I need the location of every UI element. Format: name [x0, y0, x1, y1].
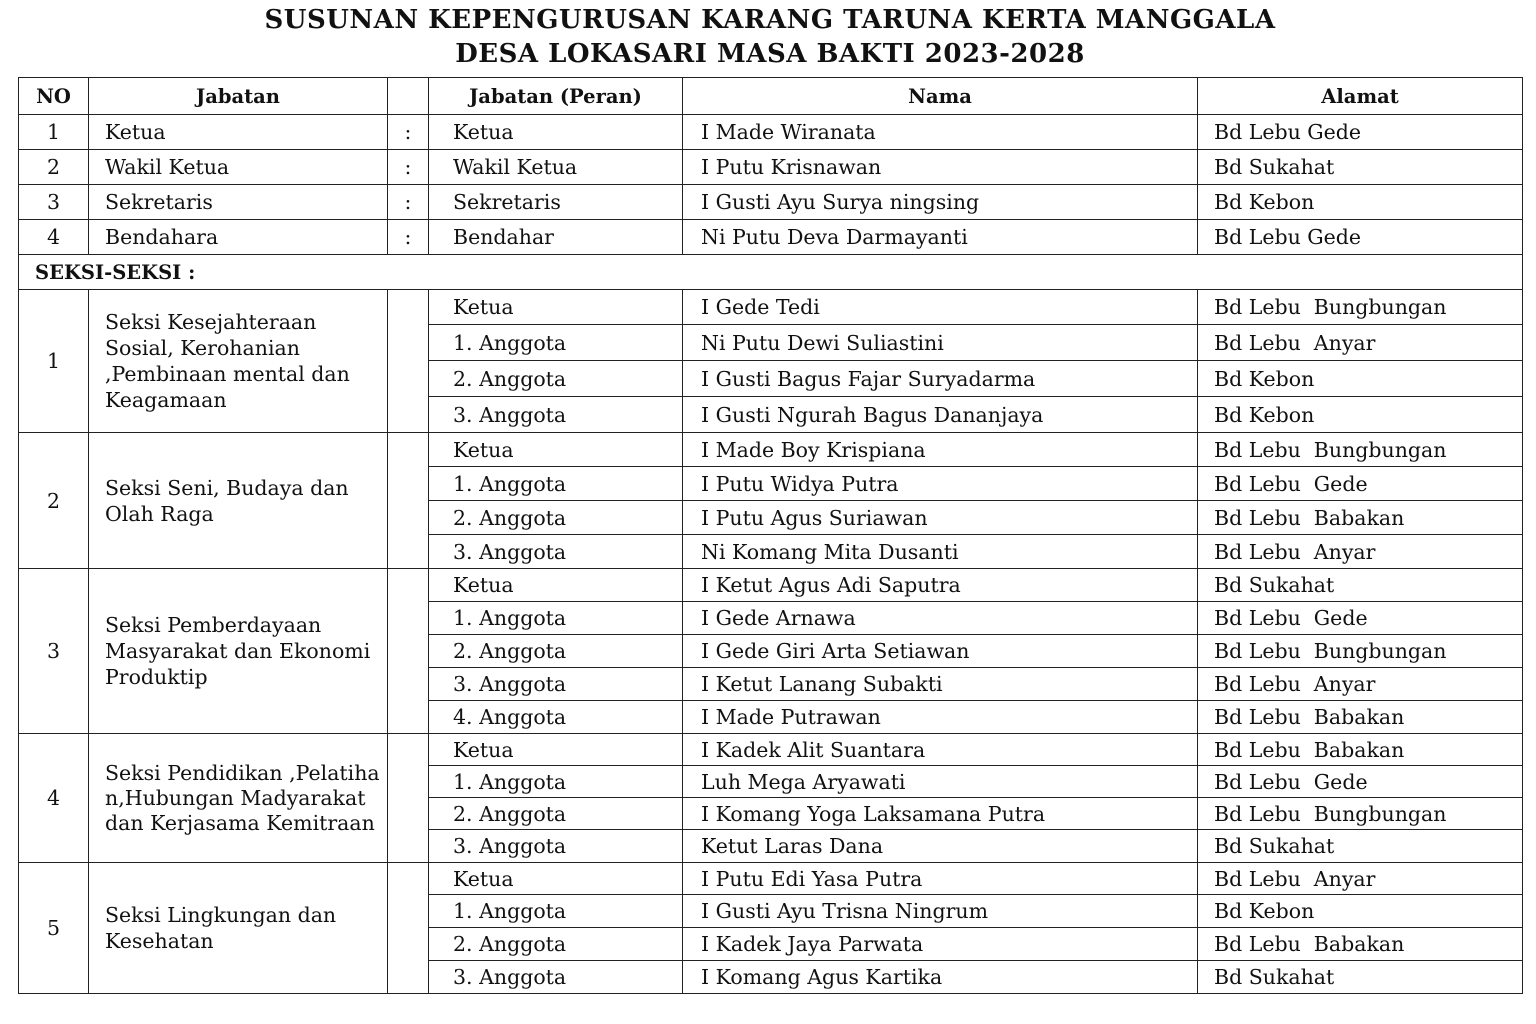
row-number: 3	[19, 185, 89, 220]
peran-cell: Ketua	[429, 433, 683, 467]
nama-cell: I Gede Giri Arta Setiawan	[683, 635, 1198, 668]
nama-cell: Ni Komang Mita Dusanti	[683, 535, 1198, 569]
peran-cell: Ketua	[429, 569, 683, 602]
peran-cell: 2. Anggota	[429, 798, 683, 830]
seksi-name: Seksi Pendidikan ,Pelatihan,Hubungan Madyarakat dan Kerjasama Kemitraan	[89, 734, 388, 863]
seksi-number: 3	[19, 569, 89, 734]
table-row	[19, 115, 1523, 150]
peran-cell: 1. Anggota	[429, 325, 683, 361]
nama-cell: I Putu Agus Suriawan	[683, 501, 1198, 535]
table-row	[19, 863, 1523, 895]
peran-cell: 3. Anggota	[429, 535, 683, 569]
peran-cell: Ketua	[429, 290, 683, 325]
nama-cell: I Putu Edi Yasa Putra	[683, 863, 1198, 895]
seksi-spacer	[388, 290, 429, 433]
alamat-cell: Bd Lebu Babakan	[1198, 734, 1523, 766]
nama-cell: I Kadek Jaya Parwata	[683, 928, 1198, 961]
alamat-cell: Bd Kebon	[1198, 895, 1523, 928]
table-row	[19, 734, 1523, 766]
table-row	[19, 290, 1523, 325]
section-heading-row	[19, 255, 1523, 290]
nama-cell: I Komang Yoga Laksamana Putra	[683, 798, 1198, 830]
organization-table	[18, 77, 1523, 994]
seksi-name: Seksi Lingkungan dan Kesehatan	[89, 863, 388, 994]
alamat-cell: Bd Lebu Anyar	[1198, 863, 1523, 895]
seksi-spacer	[388, 734, 429, 863]
seksi-spacer	[388, 569, 429, 734]
peran-cell: 1. Anggota	[429, 467, 683, 501]
peran-cell: Ketua	[429, 115, 683, 150]
alamat-cell: Bd Lebu Anyar	[1198, 668, 1523, 701]
jabatan-cell: Sekretaris	[89, 185, 388, 220]
seksi-number: 1	[19, 290, 89, 433]
seksi-number: 4	[19, 734, 89, 863]
document-title-line-1: SUSUNAN KEPENGURUSAN KARANG TARUNA KERTA MANGGALA	[264, 5, 1276, 35]
nama-cell: I Gusti Ayu Trisna Ningrum	[683, 895, 1198, 928]
seksi-heading: SEKSI-SEKSI :	[19, 255, 1523, 290]
seksi-spacer	[388, 433, 429, 569]
peran-cell: 2. Anggota	[429, 635, 683, 668]
peran-cell: 4. Anggota	[429, 701, 683, 734]
peran-cell: 3. Anggota	[429, 961, 683, 994]
alamat-cell: Bd Sukahat	[1198, 830, 1523, 863]
alamat-cell: Bd Lebu Anyar	[1198, 535, 1523, 569]
jabatan-cell: Wakil Ketua	[89, 150, 388, 185]
seksi-name: Seksi Seni, Budaya dan Olah Raga	[89, 433, 388, 569]
table-row	[19, 150, 1523, 185]
nama-cell: I Made Boy Krispiana	[683, 433, 1198, 467]
table-row	[19, 433, 1523, 467]
header-nama: Nama	[683, 78, 1198, 115]
peran-cell: Wakil Ketua	[429, 150, 683, 185]
alamat-cell: Bd Sukahat	[1198, 569, 1523, 602]
table-row	[19, 220, 1523, 255]
nama-cell: I Gede Tedi	[683, 290, 1198, 325]
peran-cell: 2. Anggota	[429, 501, 683, 535]
table-row	[19, 185, 1523, 220]
peran-cell: 3. Anggota	[429, 397, 683, 433]
nama-cell: I Komang Agus Kartika	[683, 961, 1198, 994]
alamat-cell: Bd Lebu Gede	[1198, 115, 1523, 150]
alamat-cell: Bd Lebu Babakan	[1198, 928, 1523, 961]
alamat-cell: Bd Lebu Gede	[1198, 467, 1523, 501]
peran-cell: Sekretaris	[429, 185, 683, 220]
colon-separator: :	[388, 115, 429, 150]
nama-cell: I Putu Widya Putra	[683, 467, 1198, 501]
peran-cell: 3. Anggota	[429, 668, 683, 701]
header-alamat: Alamat	[1198, 78, 1523, 115]
alamat-cell: Bd Lebu Bungbungan	[1198, 290, 1523, 325]
document-title-line-2: DESA LOKASARI MASA BAKTI 2023-2028	[455, 39, 1085, 69]
seksi-name: Seksi Pemberdayaan Masyarakat dan Ekonomi Produktip	[89, 569, 388, 734]
alamat-cell: Bd Sukahat	[1198, 961, 1523, 994]
header-no: NO	[19, 78, 89, 115]
nama-cell: I Kadek Alit Suantara	[683, 734, 1198, 766]
peran-cell: 1. Anggota	[429, 766, 683, 798]
seksi-number: 2	[19, 433, 89, 569]
row-number: 4	[19, 220, 89, 255]
nama-cell: I Gede Arnawa	[683, 602, 1198, 635]
alamat-cell: Bd Lebu Babakan	[1198, 501, 1523, 535]
nama-cell: Ni Putu Dewi Suliastini	[683, 325, 1198, 361]
header-peran: Jabatan (Peran)	[429, 78, 683, 115]
peran-cell: Bendahar	[429, 220, 683, 255]
nama-cell: Luh Mega Aryawati	[683, 766, 1198, 798]
table-body	[19, 115, 1523, 994]
nama-cell: I Made Wiranata	[683, 115, 1198, 150]
seksi-number: 5	[19, 863, 89, 994]
colon-separator: :	[388, 220, 429, 255]
colon-separator: :	[388, 150, 429, 185]
alamat-cell: Bd Sukahat	[1198, 150, 1523, 185]
alamat-cell: Bd Kebon	[1198, 397, 1523, 433]
peran-cell: 1. Anggota	[429, 602, 683, 635]
row-number: 2	[19, 150, 89, 185]
alamat-cell: Bd Kebon	[1198, 361, 1523, 397]
alamat-cell: Bd Lebu Bungbungan	[1198, 635, 1523, 668]
peran-cell: 1. Anggota	[429, 895, 683, 928]
alamat-cell: Bd Lebu Bungbungan	[1198, 798, 1523, 830]
nama-cell: I Putu Krisnawan	[683, 150, 1198, 185]
nama-cell: I Gusti Ayu Surya ningsing	[683, 185, 1198, 220]
peran-cell: Ketua	[429, 734, 683, 766]
alamat-cell: Bd Lebu Babakan	[1198, 701, 1523, 734]
alamat-cell: Bd Lebu Bungbungan	[1198, 433, 1523, 467]
peran-cell: 2. Anggota	[429, 928, 683, 961]
alamat-cell: Bd Lebu Gede	[1198, 220, 1523, 255]
header-jabatan: Jabatan	[89, 78, 388, 115]
seksi-name: Seksi Kesejahteraan Sosial, Kerohanian ,Pembinaan mental dan Keagamaan	[89, 290, 388, 433]
jabatan-cell: Bendahara	[89, 220, 388, 255]
colon-separator: :	[388, 185, 429, 220]
nama-cell: Ketut Laras Dana	[683, 830, 1198, 863]
table-header-row	[19, 78, 1523, 115]
row-number: 1	[19, 115, 89, 150]
alamat-cell: Bd Lebu Anyar	[1198, 325, 1523, 361]
nama-cell: I Ketut Agus Adi Saputra	[683, 569, 1198, 602]
table-row	[19, 569, 1523, 602]
nama-cell: I Gusti Ngurah Bagus Dananjaya	[683, 397, 1198, 433]
peran-cell: 2. Anggota	[429, 361, 683, 397]
header-spacer	[388, 78, 429, 115]
seksi-spacer	[388, 863, 429, 994]
alamat-cell: Bd Kebon	[1198, 185, 1523, 220]
alamat-cell: Bd Lebu Gede	[1198, 766, 1523, 798]
peran-cell: Ketua	[429, 863, 683, 895]
alamat-cell: Bd Lebu Gede	[1198, 602, 1523, 635]
nama-cell: I Ketut Lanang Subakti	[683, 668, 1198, 701]
nama-cell: I Gusti Bagus Fajar Suryadarma	[683, 361, 1198, 397]
peran-cell: 3. Anggota	[429, 830, 683, 863]
nama-cell: Ni Putu Deva Darmayanti	[683, 220, 1198, 255]
jabatan-cell: Ketua	[89, 115, 388, 150]
nama-cell: I Made Putrawan	[683, 701, 1198, 734]
